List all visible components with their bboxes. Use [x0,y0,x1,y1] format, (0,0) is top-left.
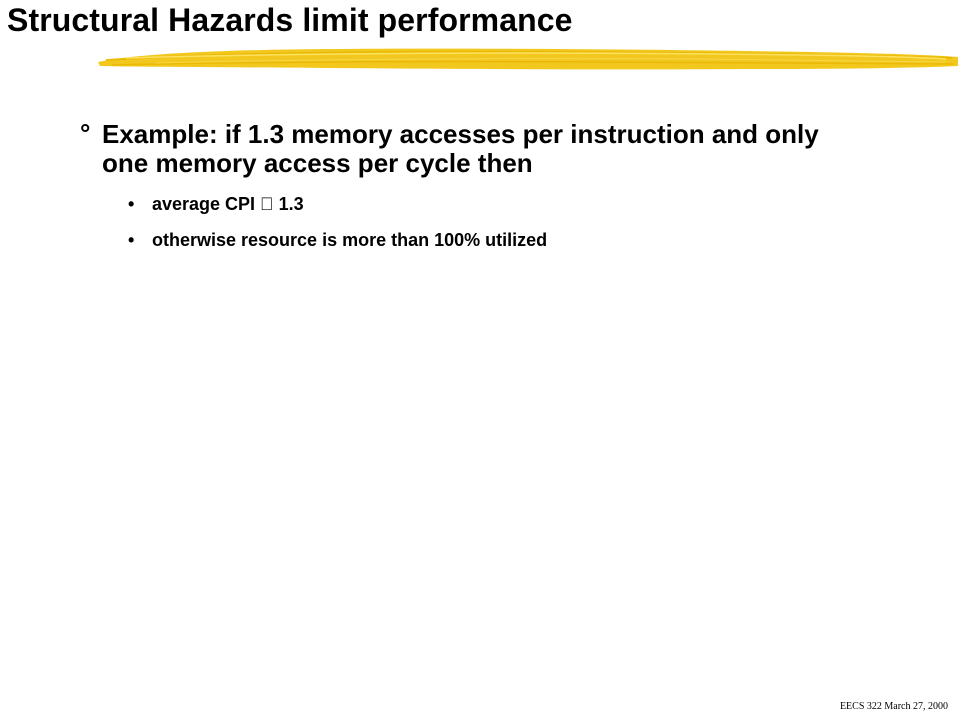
slide-title: Structural Hazards limit performance [7,2,573,38]
sub-bullet-average-cpi-text: average CPI 1.3 [152,194,286,214]
bullet-example-text: Example: if 1.3 memory accesses per instruction and only one memory access per cycle then [102,119,819,178]
dot-bullet-marker: • [128,230,135,250]
degree-bullet-marker: ° [80,118,91,148]
dot-bullet-marker: • [128,194,135,214]
sub-bullet-average-cpi [128,192,848,216]
slide-footer: EECS 322 March 27, 2000 [839,701,948,712]
sub-bullet-resource-utilization [128,228,848,252]
title-underline-brushstroke [96,40,960,80]
sub-bullet-resource-utilization-text: otherwise resource is more than 100% utilized [152,230,548,250]
